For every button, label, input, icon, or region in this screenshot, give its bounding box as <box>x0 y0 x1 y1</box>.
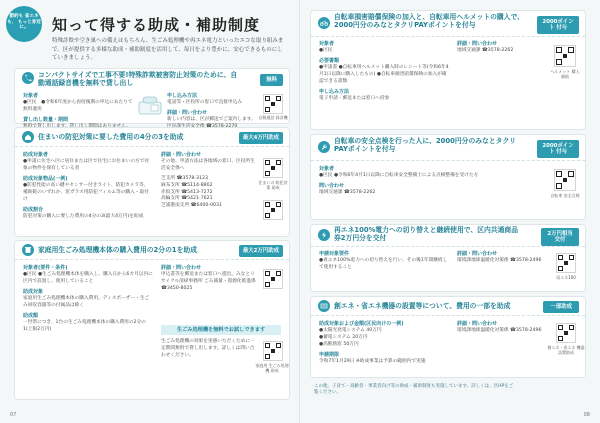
qr-code[interactable] <box>263 269 283 289</box>
intro-text: 特殊詐欺や空き巣への備えはもちろん、生ごみ処理機や再エネ電力といったエコな取り組みまで。区が提供する多様な助成・補助制度を活用して、毎日をより豊かに、安心できるものにしていきましょう。 <box>52 38 284 62</box>
bicycle-icon <box>318 17 330 29</box>
qr-code[interactable] <box>554 45 576 67</box>
apply-label: 申し込み方法 <box>167 93 198 99</box>
amount-badge: 無料 <box>260 74 283 86</box>
device-item-2: ●蓄電システム 20万円 <box>319 335 368 341</box>
section-badge: 節約も 省エネも、 もっと身近に。 <box>6 6 42 42</box>
wrench-icon <box>318 141 330 153</box>
spread-divider <box>299 0 300 423</box>
contact-label: 詳細・問い合わせ <box>457 41 498 47</box>
target-label: 対象者(要件・条件) <box>23 265 68 271</box>
card-title: 自転車損害賠償保険の加入と、自転車用ヘルメットの購入で、2000円分のみなとタクリPAYポイントを付与 <box>334 13 524 30</box>
card-right-col <box>161 265 259 296</box>
card-phone-recorder <box>14 68 290 124</box>
page-number-right: 08 <box>583 412 590 418</box>
period-text: 令和7年1月29日 ※助成事業は予算の範囲内で実施 <box>319 358 426 364</box>
target-text: ●申請に住宅へ区に居住または区で住宅にお住まいの方で対象の物件を保有している者 <box>23 159 149 172</box>
card-left-col <box>23 152 153 224</box>
card-title: 住まいの防犯対策に要した費用の4分の3を助成 <box>38 133 184 141</box>
target-text: ●区民 ●令和6年度から再度後期の申込にあたりて無料適用 <box>23 100 133 113</box>
req-text: ●申請書 ●自転車用ヘルメット購入時のレシート等(令和6年4月1日以降に購入したもの) ●自転車損害賠償保険の加入が確認できる書類 <box>319 65 449 84</box>
amount-badge: 2万円相当 交付 <box>541 228 579 246</box>
card-header <box>311 135 585 161</box>
qr-caption: 自転車 安全点検 <box>550 193 580 198</box>
card-energy-devices <box>310 296 586 378</box>
house-icon <box>22 131 34 143</box>
recycle-icon <box>22 244 34 256</box>
card-title: コンパクトサイズで工事不要!特殊詐欺被害防止対策のために、自動通話録音機を無料で貸し出し <box>38 71 238 88</box>
office-4: 高輪支所 ☎5421-7621 <box>161 196 213 202</box>
items-text: ●防犯性能の高い鍵やセンサー付きライト、防犯カメラ等、補助錠のいずれか、窓ガラス用防犯フィルム等の購入・取付け <box>23 183 149 202</box>
solar-panel-icon <box>318 300 330 312</box>
page-number-left: 07 <box>10 412 17 418</box>
card-title: 家庭用生ごみ処理機本体の購入費用の2分の1を助成 <box>38 246 197 254</box>
items-label: 助成対象 <box>23 288 44 295</box>
amount-badge: 2000ポイント 付与 <box>537 140 579 158</box>
apply-text: 電子申請・郵送または窓口へ持参 <box>319 96 390 101</box>
device-item-1: ●太陽光発電システム 40万円 <box>319 328 382 334</box>
card-header <box>311 225 585 247</box>
items-label: 助成対象物品(一例) <box>23 175 68 182</box>
qr-code[interactable] <box>556 253 576 273</box>
contact-label: 詳細・問い合わせ <box>167 110 208 117</box>
contact-label: 詳細・問い合わせ <box>457 251 498 257</box>
apply-text: 電話等・区役所の窓口で直接申込み <box>167 100 243 106</box>
amount-badge: 一部助成 <box>543 301 579 313</box>
lightning-icon <box>318 229 330 241</box>
rental-label: 貸し出し数量・期間 <box>23 116 69 123</box>
qr-caption: 住まいの 防犯対策 助成 <box>258 180 288 191</box>
apply-label: 申し込み方法 <box>319 88 350 95</box>
qr-code-trial[interactable] <box>263 341 283 361</box>
contact-text: 新しい内容は、区が郵送でご案内します。 <box>167 117 256 123</box>
qr-caption: 再エネ100 <box>556 275 576 280</box>
contact-text: 地域交通課 ☎3578-2262 <box>457 48 514 54</box>
card-header <box>15 128 289 147</box>
target-text: ●区民 ●生ごみ処理機本体を購入し、購入日から6カ月以内に区内で設置し、使用していること <box>23 272 153 285</box>
rate-text: 一世帯につき、1台の生ごみ処理機本体の購入費用の2分の1(上限2万円) <box>23 320 146 332</box>
qr-code[interactable] <box>556 323 576 343</box>
rate-label: 助成割合 <box>23 206 44 213</box>
office-3: 赤坂支所 ☎5413-7272 <box>161 189 213 195</box>
card-right-col <box>161 152 259 210</box>
qr-caption: 創エネ・省エネ 機器設置助成 <box>547 345 585 356</box>
contact-label: 詳細・問い合わせ <box>161 152 202 158</box>
amount-badge: 最大2万円助成 <box>239 245 283 257</box>
trial-text: 生ごみ処理機の効果を実感いただくために一定期間無料で貸し出します。詳しくは問い合わせください。 <box>161 339 255 358</box>
contact-text: 環境課地球温暖化対策係 ☎3578-2496 <box>457 258 542 264</box>
card-left-col <box>319 251 449 275</box>
qr-caption: 自動通話 録音機 <box>258 115 288 120</box>
items-text: 家庭用生ごみ処理機本体の購入費用。ディスポーザー・生ごみ回収容器等の付属品は除く <box>23 296 150 308</box>
contact-label: 問い合わせ <box>319 183 345 190</box>
card-right-col <box>457 321 547 338</box>
phone-illustration <box>137 95 163 117</box>
card-header <box>311 297 585 316</box>
device-item-3: ●高断熱窓 50万円 <box>319 341 359 347</box>
card-header <box>311 11 585 37</box>
qr-caption: 家庭用 生ごみ処理機 助成 <box>255 363 289 374</box>
target-text: ●再エネ100%電力への切り替えを行い、その後1年間継続して使用すること <box>319 258 448 271</box>
contact-text: 地域交通課 ☎3578-2262 <box>319 190 376 196</box>
contact-label: 詳細・問い合わせ <box>457 321 498 327</box>
card-header <box>15 69 289 88</box>
contact-text: その他、申請方法は各地域の窓口、区役所生活安全係へ <box>161 159 255 172</box>
qr-code[interactable] <box>263 158 283 178</box>
trial-subheader: 生ごみ処理機を無料でお試しできます <box>161 325 281 335</box>
card-title: 再エネ100%電力への切り替えと継続使用で、区内共通商品券2万円分を交付 <box>334 226 518 243</box>
qr-code-2[interactable] <box>263 200 283 220</box>
amount-badge: 最大4万円助成 <box>239 132 283 144</box>
page-title: 知って得する助成・補助制度 <box>52 16 261 34</box>
office-2: 麻布支所 ☎5114-8802 <box>161 182 213 188</box>
target-text: ●区民 <box>319 48 333 54</box>
target-label: 助成対象および金額(区民向けの一例) <box>319 321 404 327</box>
card-right-col <box>457 251 547 268</box>
target-label: 対象者 <box>23 93 39 99</box>
target-label: 申請対象要件 <box>319 251 350 257</box>
req-label: 必要書類 <box>319 58 340 65</box>
contact-text: 環境課地球温暖化対策係 ☎3578-2496 <box>457 328 542 334</box>
card-left-col <box>23 265 153 337</box>
footer-note: この他、子育て・高齢者・事業者向け等の助成・補助制度も実施しています。詳しくは、区HPをご覧ください。 <box>314 384 514 396</box>
amount-badge: 2000ポイント 付与 <box>537 16 579 34</box>
card-food-waste-processor <box>14 240 290 400</box>
office-5: 芝浦港南支所 ☎6400-0031 <box>161 203 223 209</box>
office-1: 芝支所 ☎3578-3123 <box>161 175 208 181</box>
phone-icon <box>22 72 34 84</box>
target-text: ●区民 ●令和6年4月1日以降に自転車安全整備士による点検整備を受けた方 <box>319 173 479 179</box>
target-label: 助成対象者 <box>23 152 49 158</box>
card-left-col <box>319 321 449 369</box>
card-bicycle-helmet <box>310 10 586 130</box>
card-title: 自転車の安全点検を行った人に、2000円分のみなとタクリPAYポイントを付与 <box>334 137 517 154</box>
target-label: 対象者 <box>319 166 335 172</box>
card-left-col <box>319 41 449 106</box>
rate-label: 助成額 <box>23 312 39 319</box>
rate-text: 防犯対策の購入に要した費用の4分の3(最大4万円)を助成 <box>23 213 144 219</box>
card-right-col <box>457 41 543 58</box>
card-bicycle-inspection <box>310 134 586 220</box>
qr-code[interactable] <box>554 169 576 191</box>
card-title: 創エネ・省エネ機器の設置等について、費用の一部を助成 <box>334 302 511 310</box>
contact-label: 詳細・問い合わせ <box>161 265 202 271</box>
card-renewable-energy <box>310 224 586 292</box>
card-left-col <box>319 166 489 200</box>
card-home-security <box>14 127 290 237</box>
period-label: 申請期限 <box>319 351 340 358</box>
card-header <box>15 241 289 260</box>
qr-code[interactable] <box>263 94 283 114</box>
qr-caption: ヘルメット 購入補助 <box>550 69 580 80</box>
contact-text: 申込書等を郵送または窓口へ提出。みなとリサイクル清掃事務所 ごみ減量・資源化推進係 ☎3450-8025 <box>161 272 256 291</box>
target-label: 対象者 <box>319 41 335 47</box>
